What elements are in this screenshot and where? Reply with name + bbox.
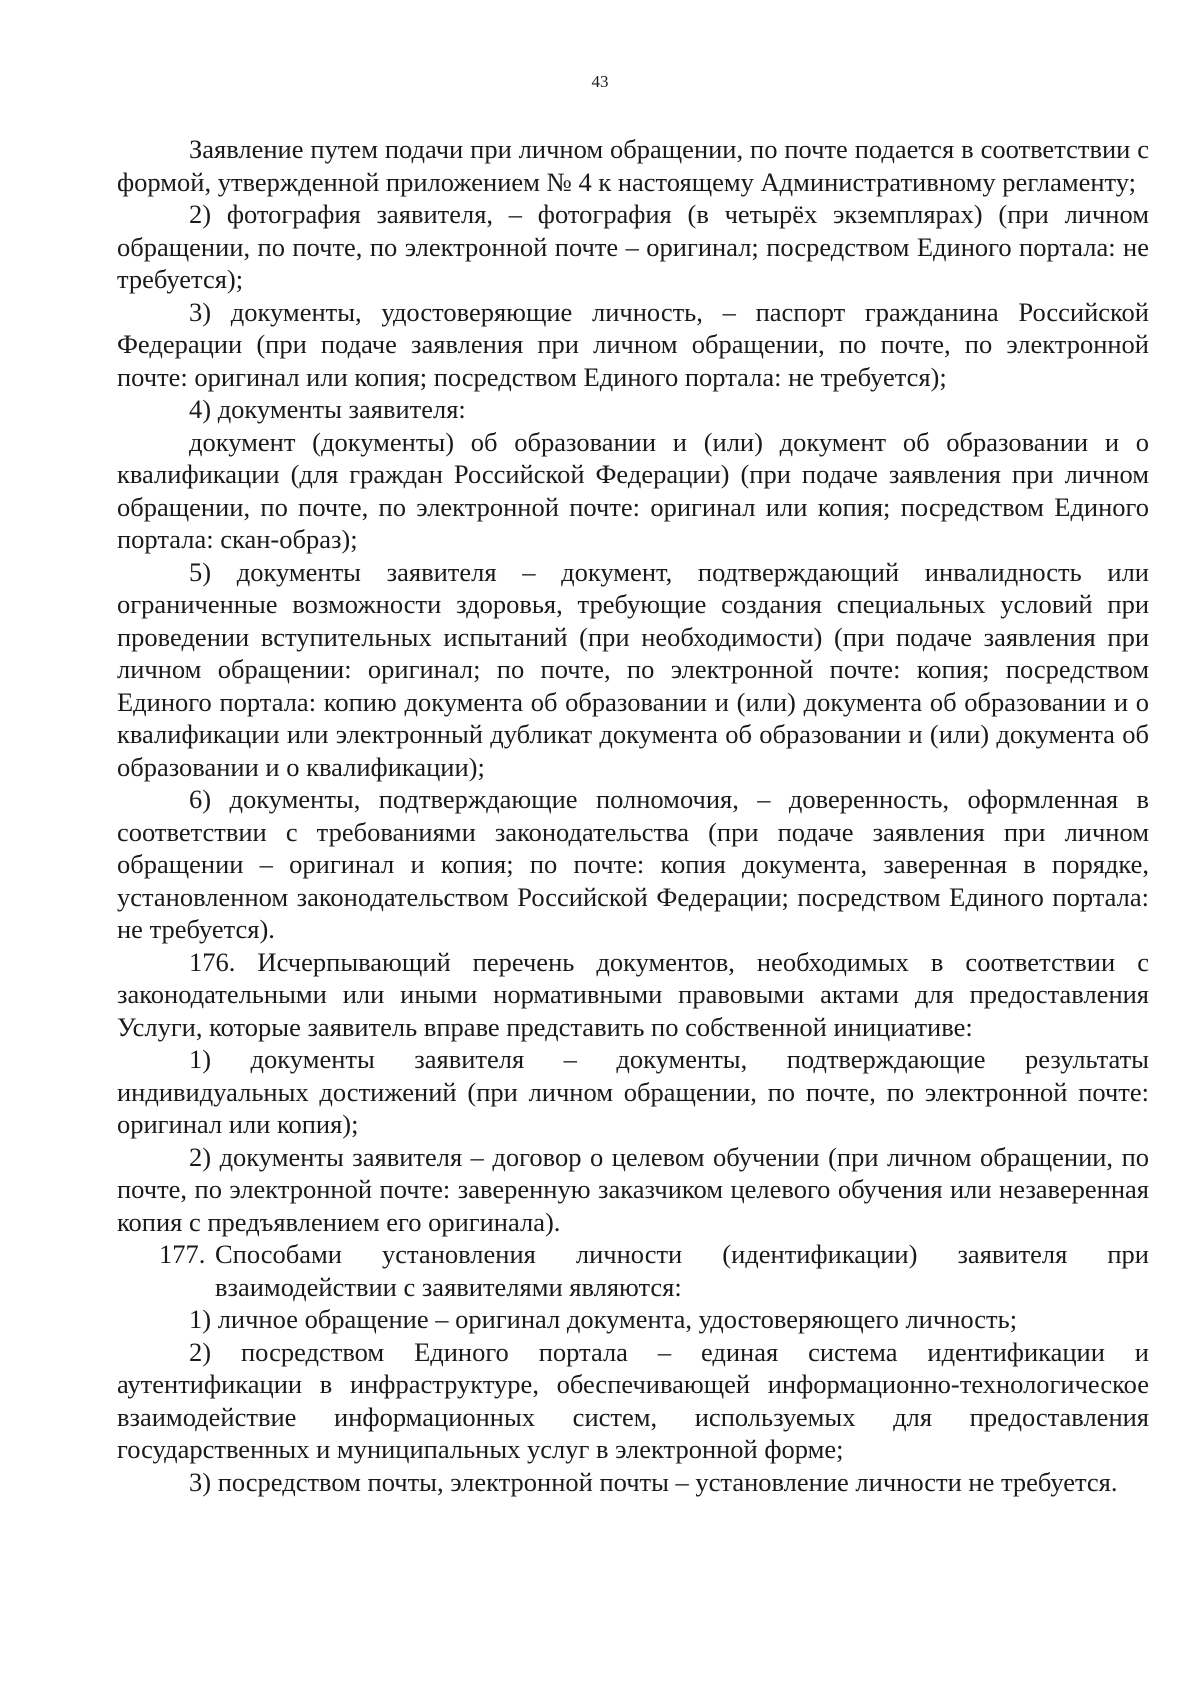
paragraph-target-training: 2) документы заявителя – договор о целевом обучении (при личном обращении, по почте, по электронной почте: заверенную заказчиком целевого обучения или незаверенная копия с предъявлением его оригинала). [117, 1141, 1149, 1237]
paragraph-disability-document: 5) документы заявителя – документ, подтверждающий инвалидность или ограниченные возможности здоровья, требующие создания специальных условий при проведении вступительных испытаний (при необходимости) (при подаче заявления при личном обращении: оригинал; по почте, по электронной почте: копия; посредством Единого портала: копию документа об образовании и (или) документа об образовании и о квалификации или электронный дубликат документа об образовании и (или) документа об образовании и о квалификации); [117, 556, 1149, 782]
item-177-number: 177. [159, 1239, 206, 1269]
paragraph-unified-portal: 2) посредством Единого портала – единая система идентификации и аутентификации в инфраструктуре, обеспечивающей информационно-технологическое взаимодействие информационных систем, используемых для предоставления государственных и муниципальных услуг в электронной форме; [117, 1336, 1149, 1464]
page-number: 43 [591, 72, 609, 91]
paragraph-authority-documents: 6) документы, подтверждающие полномочия, – доверенность, оформленная в соответствии с требованиями законодательства (при подаче заявления при личном обращении – оригинал и копия; по почте: копия документа, заверенная в порядке, установленном законодательством Российской Федерации; посредством Единого портала: не требуется). [117, 784, 1149, 944]
paragraph-applicant-documents: 4) документы заявителя: [189, 394, 466, 424]
paragraph-application-form: Заявление путем подачи при личном обращении, по почте подается в соответствии с формой, утвержденной приложением № 4 к настоящему Административному регламенту; [117, 134, 1149, 197]
paragraph-photo: 2) фотография заявителя, – фотография (в четырёх экземплярах) (при личном обращении, по почте, по электронной почте – оригинал; посредством Единого портала: не требуется); [117, 199, 1149, 294]
document-body [117, 133, 1149, 1498]
paragraph-personal-appeal: 1) личное обращение – оригинал документа, удостоверяющего личность; [189, 1304, 1018, 1334]
paragraph-mail: 3) посредством почты, электронной почты – установление личности не требуется. [189, 1466, 1118, 1497]
paragraph-achievements: 1) документы заявителя – документы, подтверждающие результаты индивидуальных достижений (при личном обращении, по почте, по электронной почте: оригинал или копия); [117, 1044, 1149, 1139]
paragraph-item-176: 176. Исчерпывающий перечень документов, необходимых в соответствии с законодательными или иными нормативными правовыми актами для предоставления Услуги, которые заявитель вправе представить по собственной инициативе: [117, 946, 1149, 1042]
paragraph-identity-documents: 3) документы, удостоверяющие личность, – паспорт гражданина Российской Федерации (при подаче заявления при личном обращении, по почте, по электронной почте: оригинал или копия; посредством Единого портала: не требуется); [117, 296, 1149, 392]
paragraph-item-177 [117, 1238, 1149, 1303]
item-177-text: Способами установления личности (идентификации) заявителя при взаимодействии с заявителями являются: [215, 1239, 1149, 1302]
paragraph-education-document: документ (документы) об образовании и (или) документ об образовании и о квалификации (для граждан Российской Федерации) (при подаче заявления при личном обращении, по почте, по электронной почте: оригинал или копия; посредством Единого портала: скан-образ); [117, 426, 1149, 554]
